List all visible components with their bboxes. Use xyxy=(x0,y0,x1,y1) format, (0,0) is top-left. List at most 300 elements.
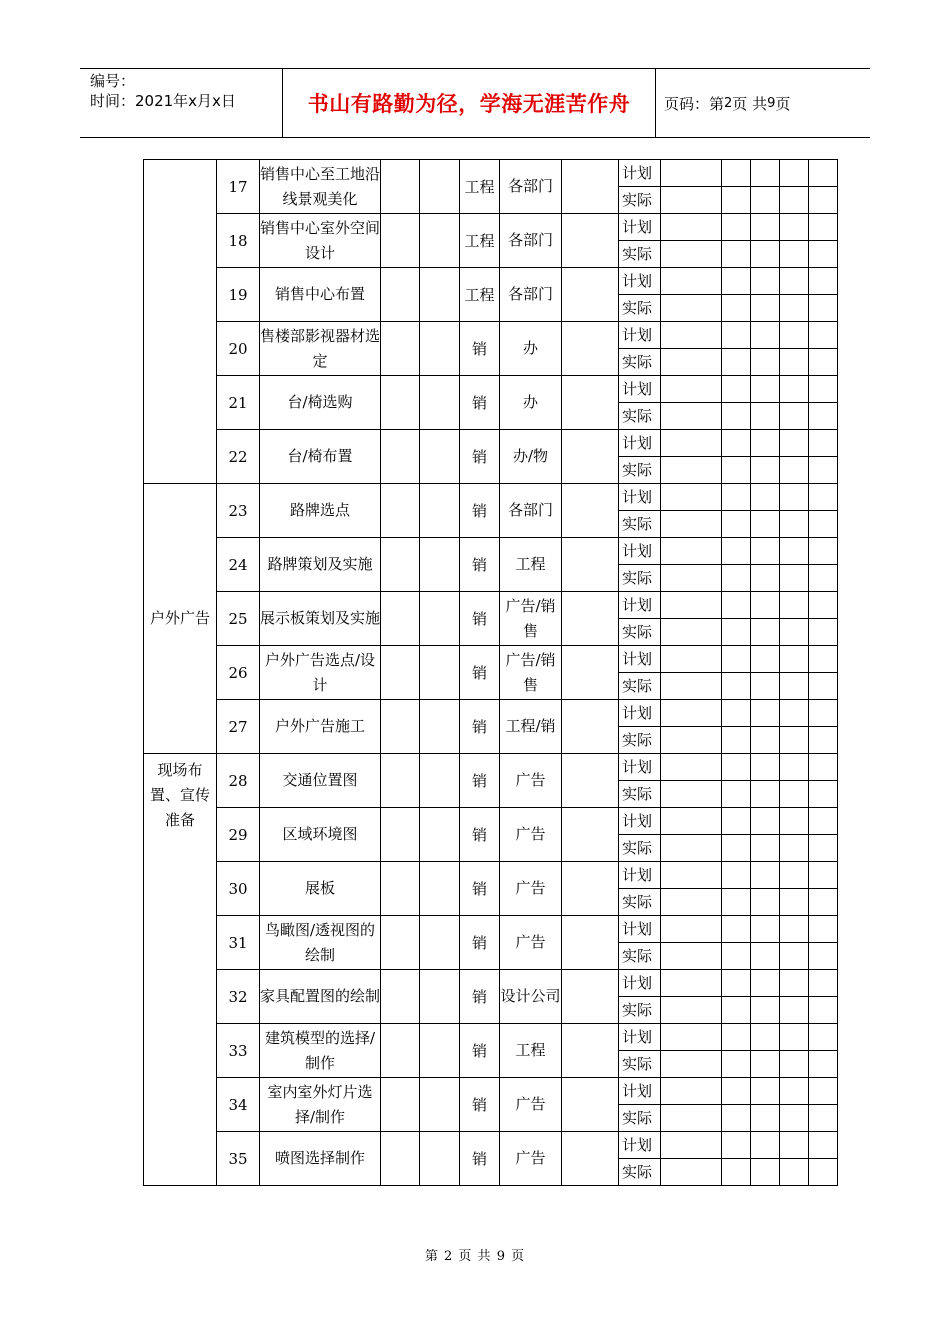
schedule-cell xyxy=(751,214,780,241)
schedule-cell xyxy=(809,700,838,727)
task-name: 展示板策划及实施 xyxy=(260,592,381,646)
schedule-cell xyxy=(661,862,722,889)
table-row xyxy=(144,1024,867,1051)
schedule-cell xyxy=(722,727,751,754)
schedule-cell xyxy=(661,241,722,268)
page-footer xyxy=(0,1245,950,1264)
schedule-cell xyxy=(809,916,838,943)
empty-cell xyxy=(562,916,619,970)
empty-cell xyxy=(381,1078,420,1132)
schedule-cell xyxy=(780,1051,809,1078)
empty-cell xyxy=(420,808,460,862)
assisting-dept: 工程/销 xyxy=(500,700,562,754)
page-info-mid: 页 共 xyxy=(732,94,768,113)
item-number: 20 xyxy=(217,322,260,376)
responsible-dept: 销 xyxy=(460,916,500,970)
schedule-cell xyxy=(751,835,780,862)
empty-cell xyxy=(562,484,619,538)
schedule-cell xyxy=(780,349,809,376)
responsible-dept: 销 xyxy=(460,538,500,592)
table-row xyxy=(144,1078,867,1105)
schedule-cell xyxy=(780,1159,809,1186)
item-number: 28 xyxy=(217,754,260,808)
assisting-dept: 广告 xyxy=(500,916,562,970)
responsible-dept: 销 xyxy=(460,322,500,376)
plan-label: 计划 xyxy=(619,430,661,457)
schedule-cell xyxy=(809,160,838,187)
table-row xyxy=(144,484,867,511)
plan-label: 计划 xyxy=(619,862,661,889)
assisting-dept: 设计公司 xyxy=(500,970,562,1024)
schedule-cell xyxy=(661,1051,722,1078)
schedule-cell xyxy=(751,484,780,511)
schedule-cell xyxy=(661,646,722,673)
task-name: 展板 xyxy=(260,862,381,916)
schedule-cell xyxy=(751,187,780,214)
schedule-cell xyxy=(722,295,751,322)
schedule-cell xyxy=(809,457,838,484)
assisting-dept: 各部门 xyxy=(500,484,562,538)
table-row xyxy=(144,646,867,673)
empty-cell xyxy=(381,808,420,862)
schedule-cell xyxy=(780,484,809,511)
schedule-cell xyxy=(661,970,722,997)
schedule-cell xyxy=(661,1132,722,1159)
schedule-cell xyxy=(780,322,809,349)
actual-label: 实际 xyxy=(619,511,661,538)
actual-label: 实际 xyxy=(619,187,661,214)
schedule-cell xyxy=(751,511,780,538)
schedule-cell xyxy=(661,889,722,916)
schedule-cell xyxy=(751,565,780,592)
empty-cell xyxy=(420,430,460,484)
schedule-cell xyxy=(722,268,751,295)
empty-cell xyxy=(562,754,619,808)
empty-cell xyxy=(562,1024,619,1078)
footer-page-number: 2 xyxy=(444,1249,454,1264)
schedule-cell xyxy=(780,943,809,970)
empty-cell xyxy=(381,700,420,754)
assisting-dept: 广告 xyxy=(500,862,562,916)
header-page-info xyxy=(656,69,870,137)
table-row xyxy=(144,916,867,943)
item-number: 24 xyxy=(217,538,260,592)
schedule-cell xyxy=(661,835,722,862)
schedule-cell xyxy=(661,1105,722,1132)
schedule-cell xyxy=(780,592,809,619)
empty-cell xyxy=(562,646,619,700)
schedule-cell xyxy=(780,565,809,592)
empty-cell xyxy=(381,970,420,1024)
header-motto: 书山有路勤为径，学海无涯苦作舟 xyxy=(283,69,656,137)
footer-mid: 页 共 xyxy=(458,1249,492,1264)
schedule-cell xyxy=(780,241,809,268)
actual-label: 实际 xyxy=(619,241,661,268)
schedule-cell xyxy=(809,862,838,889)
empty-cell xyxy=(381,484,420,538)
schedule-cell xyxy=(751,862,780,889)
item-number: 17 xyxy=(217,160,260,214)
schedule-cell xyxy=(751,1159,780,1186)
schedule-cell xyxy=(661,619,722,646)
plan-label: 计划 xyxy=(619,970,661,997)
schedule-cell xyxy=(751,538,780,565)
responsible-dept: 销 xyxy=(460,1132,500,1186)
assisting-dept: 广告 xyxy=(500,808,562,862)
schedule-cell xyxy=(722,646,751,673)
task-name: 建筑模型的选择/制作 xyxy=(260,1024,381,1078)
empty-cell xyxy=(381,916,420,970)
empty-cell xyxy=(420,862,460,916)
category-cell: 现场布置、宣传准备 xyxy=(144,754,217,1186)
schedule-cell xyxy=(780,646,809,673)
schedule-cell xyxy=(751,349,780,376)
task-name: 台/椅选购 xyxy=(260,376,381,430)
schedule-cell xyxy=(661,1024,722,1051)
table-row xyxy=(144,322,867,349)
schedule-cell xyxy=(780,997,809,1024)
item-number: 30 xyxy=(217,862,260,916)
schedule-table xyxy=(143,159,867,1186)
schedule-cell xyxy=(809,187,838,214)
empty-cell xyxy=(420,754,460,808)
schedule-cell xyxy=(661,916,722,943)
empty-cell xyxy=(420,268,460,322)
actual-label: 实际 xyxy=(619,781,661,808)
assisting-dept: 广告/销售 xyxy=(500,646,562,700)
empty-cell xyxy=(420,916,460,970)
table-row xyxy=(144,700,867,727)
schedule-cell xyxy=(661,403,722,430)
actual-label: 实际 xyxy=(619,457,661,484)
empty-cell xyxy=(562,862,619,916)
schedule-cell xyxy=(809,592,838,619)
empty-cell xyxy=(562,430,619,484)
plan-label: 计划 xyxy=(619,646,661,673)
page-number: 2 xyxy=(724,95,733,111)
page-info-prefix: 页码：第 xyxy=(664,94,725,113)
schedule-cell xyxy=(722,1159,751,1186)
plan-label: 计划 xyxy=(619,1132,661,1159)
schedule-cell xyxy=(780,808,809,835)
schedule-cell xyxy=(661,565,722,592)
empty-cell xyxy=(381,430,420,484)
schedule-cell xyxy=(722,592,751,619)
schedule-cell xyxy=(780,700,809,727)
plan-label: 计划 xyxy=(619,754,661,781)
table-row xyxy=(144,970,867,997)
plan-label: 计划 xyxy=(619,484,661,511)
plan-label: 计划 xyxy=(619,322,661,349)
schedule-cell xyxy=(809,511,838,538)
schedule-cell xyxy=(722,835,751,862)
schedule-cell xyxy=(722,403,751,430)
responsible-dept: 销 xyxy=(460,970,500,1024)
page-info-suffix: 页 xyxy=(775,94,791,113)
schedule-cell xyxy=(661,430,722,457)
assisting-dept: 各部门 xyxy=(500,160,562,214)
item-number: 18 xyxy=(217,214,260,268)
schedule-cell xyxy=(809,349,838,376)
schedule-cell xyxy=(722,889,751,916)
document-header xyxy=(80,68,870,138)
item-number: 19 xyxy=(217,268,260,322)
schedule-cell xyxy=(722,619,751,646)
schedule-cell xyxy=(722,322,751,349)
schedule-cell xyxy=(722,916,751,943)
schedule-cell xyxy=(809,295,838,322)
schedule-cell xyxy=(780,1024,809,1051)
schedule-cell xyxy=(751,268,780,295)
item-number: 35 xyxy=(217,1132,260,1186)
table-row xyxy=(144,160,867,187)
footer-suffix: 页 xyxy=(511,1249,526,1264)
empty-cell xyxy=(562,592,619,646)
item-number: 32 xyxy=(217,970,260,1024)
schedule-cell xyxy=(661,1078,722,1105)
table-row xyxy=(144,592,867,619)
actual-label: 实际 xyxy=(619,1159,661,1186)
schedule-cell xyxy=(751,430,780,457)
schedule-cell xyxy=(809,376,838,403)
item-number: 23 xyxy=(217,484,260,538)
assisting-dept: 办/物 xyxy=(500,430,562,484)
item-number: 31 xyxy=(217,916,260,970)
schedule-cell xyxy=(780,430,809,457)
schedule-cell xyxy=(722,862,751,889)
schedule-cell xyxy=(809,754,838,781)
item-number: 25 xyxy=(217,592,260,646)
table-row xyxy=(144,376,867,403)
empty-cell xyxy=(562,538,619,592)
empty-cell xyxy=(420,970,460,1024)
schedule-cell xyxy=(751,160,780,187)
empty-cell xyxy=(381,1024,420,1078)
schedule-cell xyxy=(751,1024,780,1051)
responsible-dept: 销 xyxy=(460,862,500,916)
empty-cell xyxy=(381,160,420,214)
schedule-cell xyxy=(751,916,780,943)
page-total: 9 xyxy=(767,95,776,111)
table-row xyxy=(144,808,867,835)
empty-cell xyxy=(420,1132,460,1186)
plan-label: 计划 xyxy=(619,808,661,835)
schedule-cell xyxy=(809,646,838,673)
schedule-cell xyxy=(751,943,780,970)
task-name: 路牌选点 xyxy=(260,484,381,538)
actual-label: 实际 xyxy=(619,1051,661,1078)
schedule-cell xyxy=(661,538,722,565)
schedule-cell xyxy=(751,1051,780,1078)
schedule-cell xyxy=(751,1078,780,1105)
schedule-cell xyxy=(780,862,809,889)
schedule-cell xyxy=(780,403,809,430)
schedule-cell xyxy=(722,538,751,565)
schedule-cell xyxy=(661,700,722,727)
empty-cell xyxy=(420,700,460,754)
schedule-cell xyxy=(809,214,838,241)
schedule-cell xyxy=(722,160,751,187)
item-number: 27 xyxy=(217,700,260,754)
empty-cell xyxy=(420,646,460,700)
empty-cell xyxy=(562,322,619,376)
empty-cell xyxy=(562,1078,619,1132)
schedule-cell xyxy=(809,1159,838,1186)
schedule-cell xyxy=(809,619,838,646)
plan-label: 计划 xyxy=(619,160,661,187)
schedule-cell xyxy=(751,403,780,430)
empty-cell xyxy=(381,322,420,376)
item-number: 34 xyxy=(217,1078,260,1132)
schedule-cell xyxy=(809,1078,838,1105)
schedule-cell xyxy=(661,268,722,295)
schedule-cell xyxy=(809,403,838,430)
responsible-dept: 销 xyxy=(460,484,500,538)
schedule-cell xyxy=(661,592,722,619)
responsible-dept: 销 xyxy=(460,376,500,430)
schedule-cell xyxy=(661,457,722,484)
schedule-cell xyxy=(780,1132,809,1159)
schedule-cell xyxy=(751,700,780,727)
empty-cell xyxy=(562,214,619,268)
empty-cell xyxy=(562,160,619,214)
assisting-dept: 各部门 xyxy=(500,214,562,268)
schedule-cell xyxy=(809,835,838,862)
table-row xyxy=(144,214,867,241)
actual-label: 实际 xyxy=(619,997,661,1024)
header-meta xyxy=(80,69,283,137)
schedule-table-body xyxy=(144,160,867,1186)
schedule-cell xyxy=(780,160,809,187)
schedule-cell xyxy=(809,1105,838,1132)
task-name: 户外广告选点/设计 xyxy=(260,646,381,700)
schedule-cell xyxy=(780,1078,809,1105)
schedule-cell xyxy=(722,241,751,268)
empty-cell xyxy=(381,646,420,700)
schedule-cell xyxy=(722,781,751,808)
schedule-cell xyxy=(751,376,780,403)
schedule-cell xyxy=(780,619,809,646)
assisting-dept: 广告/销售 xyxy=(500,592,562,646)
empty-cell xyxy=(562,808,619,862)
item-number: 22 xyxy=(217,430,260,484)
table-row xyxy=(144,754,867,781)
empty-cell xyxy=(420,538,460,592)
task-name: 喷图选择制作 xyxy=(260,1132,381,1186)
schedule-cell xyxy=(780,727,809,754)
responsible-dept: 工程 xyxy=(460,160,500,214)
plan-label: 计划 xyxy=(619,592,661,619)
task-name: 销售中心至工地沿线景观美化 xyxy=(260,160,381,214)
empty-cell xyxy=(381,538,420,592)
schedule-cell xyxy=(722,187,751,214)
schedule-cell xyxy=(722,565,751,592)
schedule-cell xyxy=(661,376,722,403)
schedule-cell xyxy=(722,943,751,970)
actual-label: 实际 xyxy=(619,889,661,916)
task-name: 台/椅布置 xyxy=(260,430,381,484)
actual-label: 实际 xyxy=(619,1105,661,1132)
schedule-cell xyxy=(722,1078,751,1105)
schedule-cell xyxy=(661,673,722,700)
schedule-cell xyxy=(780,835,809,862)
schedule-cell xyxy=(661,484,722,511)
schedule-cell xyxy=(780,295,809,322)
responsible-dept: 销 xyxy=(460,592,500,646)
schedule-cell xyxy=(722,1051,751,1078)
schedule-cell xyxy=(780,781,809,808)
empty-cell xyxy=(420,484,460,538)
schedule-cell xyxy=(751,241,780,268)
responsible-dept: 销 xyxy=(460,700,500,754)
actual-label: 实际 xyxy=(619,835,661,862)
task-name: 销售中心室外空间设计 xyxy=(260,214,381,268)
schedule-cell xyxy=(751,754,780,781)
schedule-cell xyxy=(751,970,780,997)
schedule-cell xyxy=(780,1105,809,1132)
actual-label: 实际 xyxy=(619,943,661,970)
schedule-cell xyxy=(751,889,780,916)
schedule-cell xyxy=(809,322,838,349)
table-row xyxy=(144,1132,867,1159)
schedule-cell xyxy=(661,727,722,754)
empty-cell xyxy=(381,862,420,916)
task-name: 户外广告施工 xyxy=(260,700,381,754)
schedule-cell xyxy=(722,970,751,997)
actual-label: 实际 xyxy=(619,565,661,592)
task-name: 家具配置图的绘制 xyxy=(260,970,381,1024)
item-number: 26 xyxy=(217,646,260,700)
table-row xyxy=(144,862,867,889)
schedule-cell xyxy=(809,673,838,700)
schedule-cell xyxy=(722,349,751,376)
schedule-cell xyxy=(661,511,722,538)
schedule-cell xyxy=(722,754,751,781)
task-name: 鸟瞰图/透视图的绘制 xyxy=(260,916,381,970)
plan-label: 计划 xyxy=(619,1078,661,1105)
empty-cell xyxy=(420,1024,460,1078)
schedule-cell xyxy=(722,376,751,403)
item-number: 21 xyxy=(217,376,260,430)
schedule-cell xyxy=(780,916,809,943)
schedule-cell xyxy=(751,673,780,700)
schedule-cell xyxy=(661,349,722,376)
schedule-cell xyxy=(809,241,838,268)
schedule-cell xyxy=(751,781,780,808)
schedule-cell xyxy=(722,1105,751,1132)
schedule-cell xyxy=(780,214,809,241)
schedule-cell xyxy=(751,295,780,322)
item-number: 29 xyxy=(217,808,260,862)
assisting-dept: 办 xyxy=(500,322,562,376)
schedule-cell xyxy=(661,295,722,322)
responsible-dept: 工程 xyxy=(460,214,500,268)
schedule-cell xyxy=(809,484,838,511)
schedule-cell xyxy=(751,322,780,349)
assisting-dept: 各部门 xyxy=(500,268,562,322)
schedule-cell xyxy=(751,457,780,484)
empty-cell xyxy=(381,268,420,322)
responsible-dept: 销 xyxy=(460,1078,500,1132)
schedule-cell xyxy=(751,1132,780,1159)
empty-cell xyxy=(562,970,619,1024)
schedule-cell xyxy=(809,430,838,457)
actual-label: 实际 xyxy=(619,349,661,376)
schedule-cell xyxy=(751,592,780,619)
schedule-cell xyxy=(661,160,722,187)
schedule-cell xyxy=(780,889,809,916)
actual-label: 实际 xyxy=(619,295,661,322)
